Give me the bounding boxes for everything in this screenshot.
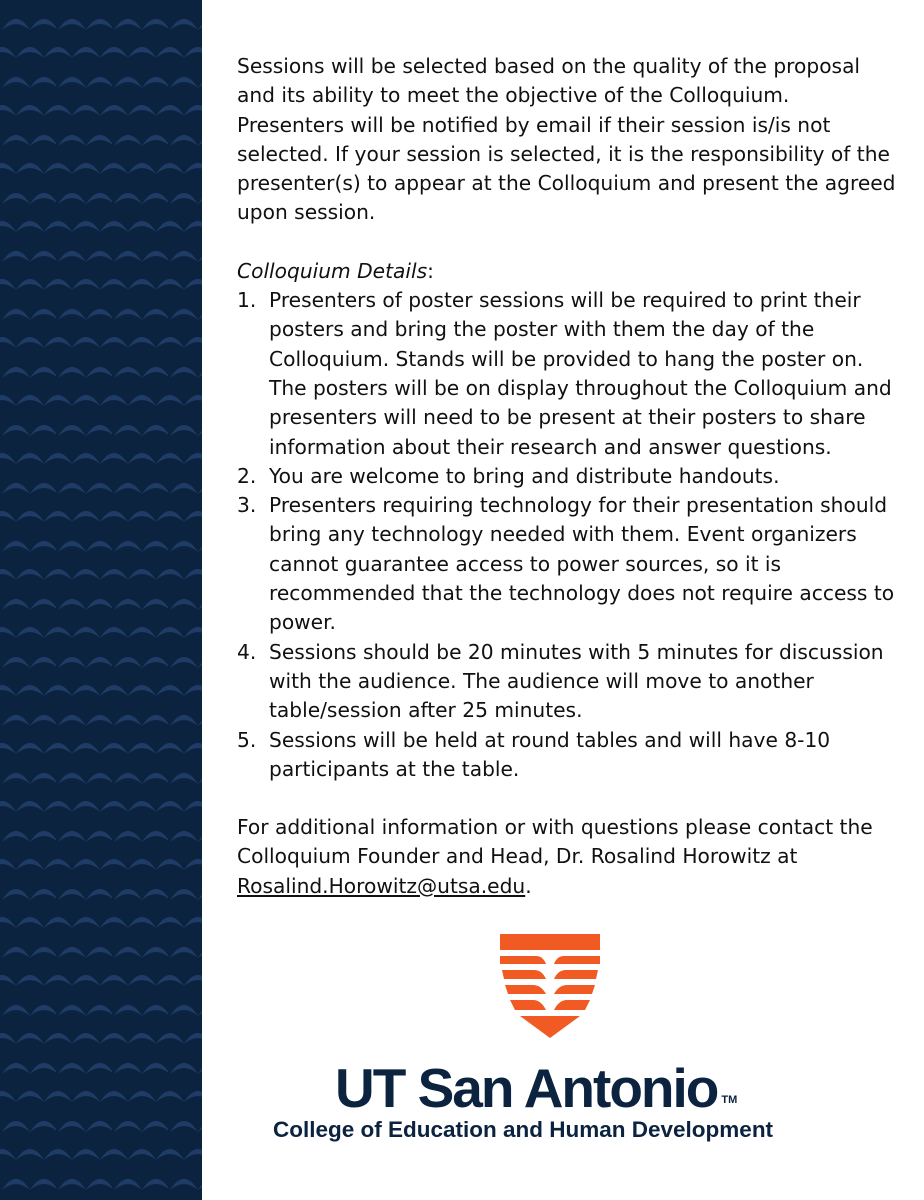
item-number: 2.: [237, 463, 257, 488]
item-number: 1.: [237, 288, 257, 313]
item-number: 4.: [237, 639, 257, 664]
details-list: [237, 286, 897, 784]
selection-paragraph: Sessions will be selected based on the quality of the proposal and its ability to meet the objective of the Colloquium. Presenters will be notified by email if their session is/is not selected. If your session is selected, it is the responsibility of the presenter(s) to appear at the Colloquium and present the agreed upon session.: [237, 54, 896, 225]
utsa-wordmark: [335, 1058, 835, 1118]
decorative-sidebar: [0, 0, 202, 1200]
contact-text: For additional information or with questions please contact the Colloquium Founder and Head, Dr. Rosalind Horowitz at: [237, 815, 873, 869]
scale-pattern: [0, 0, 202, 1200]
email-link[interactable]: Rosalind.Horowitz@utsa.edu: [237, 873, 526, 898]
college-name: College of Education and Human Development: [273, 1117, 774, 1142]
utsa-shield-icon: [500, 934, 600, 1038]
brand-name: UT San Antonio: [335, 1057, 718, 1119]
item-text: Presenters of poster sessions will be required to print their posters and bring the poster with them the day of the Colloquium. Stands will be provided to hang the poster on. The posters will be on display throughout the Colloquium and presenters will need to be present at their posters to share information about their research and answer questions.: [269, 288, 892, 459]
details-item: [237, 638, 897, 726]
trademark: TM: [721, 1094, 738, 1106]
details-heading: Colloquium Details:: [237, 258, 434, 283]
contact-end: .: [525, 873, 532, 898]
details-item: [237, 491, 897, 637]
item-text: Sessions should be 20 minutes with 5 minutes for discussion with the audience. The audience will move to another table/session after 25 minutes.: [269, 639, 884, 723]
details-item: [237, 286, 897, 462]
item-number: 5.: [237, 727, 257, 752]
contact-paragraph: [237, 813, 897, 901]
details-heading-text: Colloquium Details: [237, 258, 428, 283]
item-number: 3.: [237, 493, 257, 518]
item-text: You are welcome to bring and distribute handouts.: [269, 463, 780, 488]
details-item: [237, 462, 897, 491]
item-text: Presenters requiring technology for their presentation should bring any technology needed with them. Event organizers cannot guarantee access to power sources, so it is recommended that the technology does not require access to power.: [269, 493, 895, 635]
item-text: Sessions will be held at round tables and will have 8-10 participants at the table.: [269, 727, 831, 781]
main-content: [237, 52, 897, 901]
details-item: [237, 726, 897, 785]
